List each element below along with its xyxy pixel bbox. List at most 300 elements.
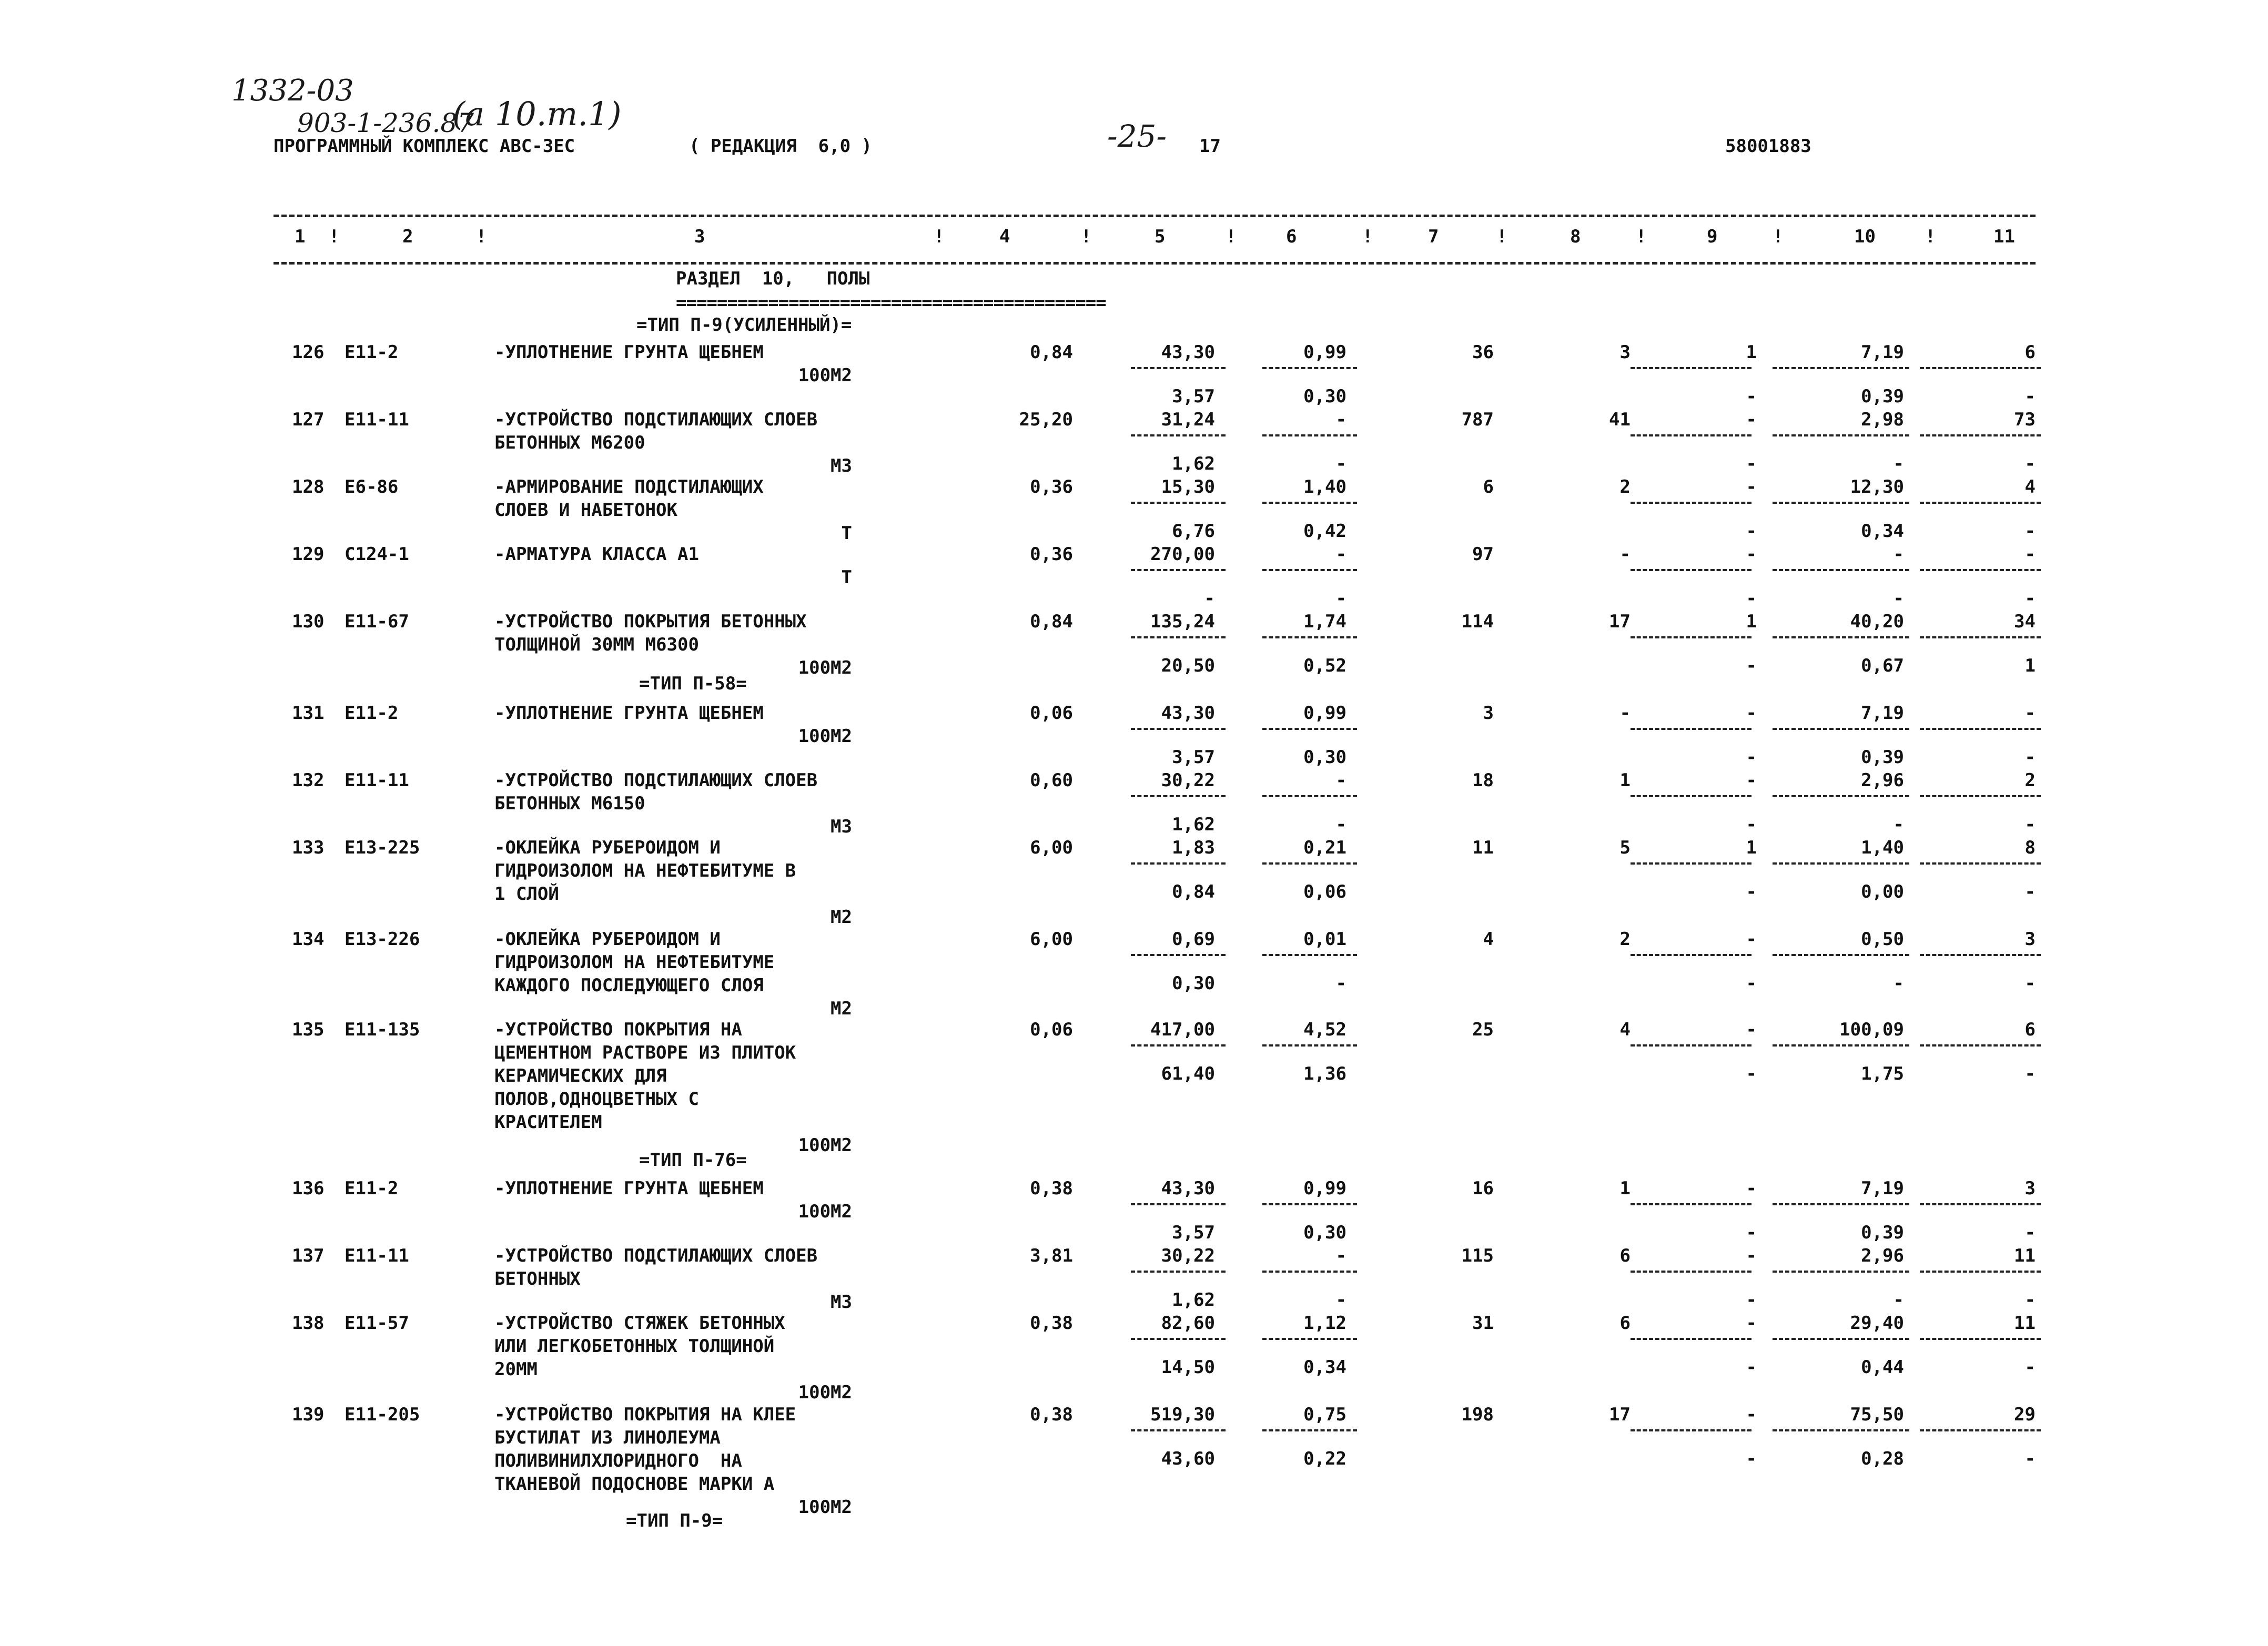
column-separator: ! [1496, 226, 1507, 247]
col7-total: 198 [1461, 1404, 1494, 1425]
col6-wages: 0,75 [1303, 1404, 1346, 1425]
col9-value: - [1746, 703, 1757, 724]
col10-labor: - [1893, 544, 1904, 565]
unit-of-measure: 100М2 [798, 657, 852, 678]
price-code: Е11-2 [345, 342, 399, 363]
cell-divider [1631, 1044, 1751, 1046]
col5-machine-cost: 1,62 [1172, 453, 1215, 474]
col11-lower-total: - [2024, 1448, 2036, 1469]
cell-divider [1262, 1271, 1357, 1273]
col6-machinist-wages: 0,30 [1303, 1222, 1346, 1243]
col9-lower-value: - [1746, 386, 1757, 407]
col7-total: 25 [1472, 1019, 1494, 1040]
column-number: 4 [999, 226, 1010, 247]
price-code: Е11-205 [345, 1404, 420, 1425]
col10-labor: 2,96 [1861, 1245, 1904, 1266]
col11-lower-total: - [2024, 747, 2036, 768]
col8-wages-total: 4 [1619, 1019, 1631, 1040]
col5-unit-cost: 43,30 [1161, 1178, 1215, 1199]
type-label-p76: =ТИП П-76= [639, 1150, 747, 1171]
col6-machinist-wages: 0,52 [1303, 655, 1346, 676]
col10-lower-labor: 0,67 [1861, 655, 1904, 676]
cell-divider [1262, 434, 1357, 436]
cell-divider [1131, 1338, 1226, 1340]
type-label-p9: =ТИП П-9= [626, 1510, 723, 1531]
col10-labor: 0,50 [1861, 929, 1904, 950]
cell-divider [1920, 569, 2041, 571]
row-number: 129 [292, 544, 325, 565]
price-code: Е11-11 [345, 1245, 409, 1266]
col5-machine-cost: 43,60 [1161, 1448, 1215, 1469]
work-description: -ОКЛЕЙКА РУБЕРОИДОМ И [494, 929, 721, 950]
column-number: 1 [295, 226, 306, 247]
col8-wages-total: 6 [1619, 1313, 1631, 1334]
column-separator: ! [1226, 226, 1237, 247]
col5-unit-cost: 82,60 [1161, 1313, 1215, 1334]
col11-labor-total: 11 [2014, 1313, 2036, 1334]
col4-quantity: 0,06 [1030, 703, 1073, 724]
cell-divider [1920, 862, 2041, 865]
col9-value: 1 [1746, 342, 1757, 363]
col10-lower-labor: 1,75 [1861, 1063, 1904, 1084]
work-description: БЕТОННЫХ М6150 [494, 793, 645, 814]
row-number: 131 [292, 703, 325, 724]
cell-divider [1773, 728, 1909, 730]
unit-of-measure: 100М2 [798, 1135, 852, 1156]
col5-unit-cost: 31,24 [1161, 409, 1215, 430]
col5-machine-cost: 0,30 [1172, 973, 1215, 994]
col5-unit-cost: 43,30 [1161, 703, 1215, 724]
col10-lower-labor: 0,28 [1861, 1448, 1904, 1469]
cell-divider [1262, 367, 1357, 369]
col8-wages-total: 6 [1619, 1245, 1631, 1266]
cell-divider [1920, 1203, 2041, 1205]
col6-wages: - [1335, 1245, 1346, 1266]
unit-of-measure: М2 [831, 998, 852, 1019]
col6-machinist-wages: - [1335, 453, 1346, 474]
col11-lower-total: - [2024, 973, 2036, 994]
cell-divider [1920, 367, 2041, 369]
col9-value: - [1746, 544, 1757, 565]
cell-divider [1920, 954, 2041, 956]
cell-divider [1631, 862, 1751, 865]
col4-quantity: 25,20 [1019, 409, 1073, 430]
col11-labor-total: 6 [2024, 1019, 2036, 1040]
work-description: -АРМИРОВАНИЕ ПОДСТИЛАЮЩИХ [494, 476, 764, 497]
col4-quantity: 0,36 [1030, 476, 1073, 497]
col5-machine-cost: 1,62 [1172, 1289, 1215, 1310]
col9-lower-value: - [1746, 1357, 1757, 1378]
column-number: 2 [402, 226, 413, 247]
col9-lower-value: - [1746, 973, 1757, 994]
column-number: 5 [1155, 226, 1166, 247]
work-description: КЕРАМИЧЕСКИХ ДЛЯ [494, 1065, 667, 1086]
col6-machinist-wages: 0,34 [1303, 1357, 1346, 1378]
column-separator: ! [476, 226, 487, 247]
col9-lower-value: - [1746, 814, 1757, 835]
col4-quantity: 0,84 [1030, 342, 1073, 363]
col11-lower-total: - [2024, 1357, 2036, 1378]
section-title: РАЗДЕЛ 10, ПОЛЫ [676, 268, 870, 289]
cell-divider [1131, 728, 1226, 730]
col6-wages: - [1335, 544, 1346, 565]
price-code: Е13-226 [345, 929, 420, 950]
price-code: Е11-2 [345, 703, 399, 724]
col11-lower-total: - [2024, 521, 2036, 542]
price-code: Е6-86 [345, 476, 399, 497]
col6-wages: 0,99 [1303, 703, 1346, 724]
cell-divider [1631, 569, 1751, 571]
unit-of-measure: 100М2 [798, 1382, 852, 1403]
col5-unit-cost: 519,30 [1150, 1404, 1215, 1425]
col9-lower-value: - [1746, 747, 1757, 768]
col7-total: 31 [1472, 1313, 1494, 1334]
col5-unit-cost: 0,69 [1172, 929, 1215, 950]
cell-divider [1131, 1044, 1226, 1046]
column-separator: ! [329, 226, 340, 247]
col10-lower-labor: 0,39 [1861, 747, 1904, 768]
col9-value: - [1746, 1404, 1757, 1425]
column-number: 10 [1854, 226, 1876, 247]
col6-machinist-wages: - [1335, 588, 1346, 609]
col9-value: - [1746, 1178, 1757, 1199]
cell-divider [1631, 636, 1751, 638]
work-description: БЕТОННЫХ М6200 [494, 432, 645, 453]
price-code: С124-1 [345, 544, 409, 565]
work-description: КАЖДОГО ПОСЛЕДУЮЩЕГО СЛОЯ [494, 975, 764, 996]
cell-divider [1131, 1429, 1226, 1431]
cell-divider [1131, 1203, 1226, 1205]
col11-labor-total: 34 [2014, 611, 2036, 632]
cell-divider [1131, 569, 1226, 571]
col11-labor-total: - [2024, 703, 2036, 724]
work-description: -УСТРОЙСТВО СТЯЖЕК БЕТОННЫХ [494, 1313, 785, 1334]
col7-total: 115 [1461, 1245, 1494, 1266]
col7-total: 97 [1472, 544, 1494, 565]
col5-machine-cost: 6,76 [1172, 521, 1215, 542]
cell-divider [1631, 367, 1751, 369]
cell-divider [1920, 795, 2041, 797]
col11-labor-total: 4 [2024, 476, 2036, 497]
col10-labor: 29,40 [1850, 1313, 1904, 1334]
col10-labor: 7,19 [1861, 342, 1904, 363]
work-description: БУСТИЛАТ ИЗ ЛИНОЛЕУМА [494, 1427, 721, 1448]
col6-wages: 0,21 [1303, 837, 1346, 858]
col5-unit-cost: 30,22 [1161, 1245, 1215, 1266]
col11-lower-total: 1 [2024, 655, 2036, 676]
column-separator: ! [1081, 226, 1092, 247]
col11-lower-total: - [2024, 1289, 2036, 1310]
row-number: 126 [292, 342, 325, 363]
col6-wages: 1,40 [1303, 476, 1346, 497]
col6-wages: - [1335, 770, 1346, 791]
col8-wages-total: 1 [1619, 770, 1631, 791]
cell-divider [1631, 1203, 1751, 1205]
cell-divider [1131, 502, 1226, 504]
work-description: 20ММ [494, 1359, 538, 1380]
unit-of-measure: М3 [831, 816, 852, 837]
work-description: -УСТРОЙСТВО ПОКРЫТИЯ НА [494, 1019, 742, 1040]
col6-machinist-wages: 0,22 [1303, 1448, 1346, 1469]
col9-lower-value: - [1746, 655, 1757, 676]
row-number: 136 [292, 1178, 325, 1199]
row-number: 132 [292, 770, 325, 791]
work-description: ПОЛИВИНИЛХЛОРИДНОГО НА [494, 1450, 742, 1471]
col9-lower-value: - [1746, 881, 1757, 902]
price-code: Е13-225 [345, 837, 420, 858]
column-number: 3 [694, 226, 705, 247]
cell-divider [1773, 1271, 1909, 1273]
work-description: ГИДРОИЗОЛОМ НА НЕФТЕБИТУМЕ [494, 952, 775, 973]
type-label-p9-reinforced: =ТИП П-9(УСИЛЕННЫЙ)= [636, 314, 852, 336]
col11-labor-total: 2 [2024, 770, 2036, 791]
unit-of-measure: 100М2 [798, 726, 852, 747]
cell-divider [1131, 367, 1226, 369]
col6-wages: 1,74 [1303, 611, 1346, 632]
col11-labor-total: 3 [2024, 1178, 2036, 1199]
cell-divider [1773, 862, 1909, 865]
unit-of-measure: Т [841, 523, 852, 544]
col10-labor: 75,50 [1850, 1404, 1904, 1425]
cell-divider [1262, 636, 1357, 638]
cell-divider [1773, 434, 1909, 436]
col10-labor: 7,19 [1861, 703, 1904, 724]
cell-divider [1920, 1338, 2041, 1340]
col9-value: - [1746, 1245, 1757, 1266]
col5-unit-cost: 417,00 [1150, 1019, 1215, 1040]
column-number: 11 [1993, 226, 2015, 247]
unit-of-measure: 100М2 [798, 1201, 852, 1222]
col11-labor-total: 11 [2014, 1245, 2036, 1266]
price-code: Е11-135 [345, 1019, 420, 1040]
col8-wages-total: 41 [1609, 409, 1631, 430]
col6-machinist-wages: 0,06 [1303, 881, 1346, 902]
cell-divider [1773, 502, 1909, 504]
cell-divider [1631, 728, 1751, 730]
col11-lower-total: - [2024, 814, 2036, 835]
cell-divider [1773, 954, 1909, 956]
column-separator: ! [934, 226, 945, 247]
col9-value: - [1746, 409, 1757, 430]
price-code: Е11-11 [345, 409, 409, 430]
col5-machine-cost: 20,50 [1161, 655, 1215, 676]
col4-quantity: 0,60 [1030, 770, 1073, 791]
cell-divider [1773, 1203, 1909, 1205]
cell-divider [1262, 1429, 1357, 1431]
cell-divider [1920, 1429, 2041, 1431]
col11-labor-total: 3 [2024, 929, 2036, 950]
col10-labor: 7,19 [1861, 1178, 1904, 1199]
column-separator: ! [1636, 226, 1647, 247]
col10-lower-labor: 0,39 [1861, 1222, 1904, 1243]
col11-lower-total: - [2024, 1063, 2036, 1084]
col9-value: - [1746, 1019, 1757, 1040]
handwritten-page-mark: -25- [1107, 118, 1167, 154]
col6-machinist-wages: 0,30 [1303, 386, 1346, 407]
work-description: ЦЕМЕНТНОМ РАСТВОРЕ ИЗ ПЛИТОК [494, 1042, 796, 1063]
col5-machine-cost: 3,57 [1172, 1222, 1215, 1243]
cell-divider [1920, 1271, 2041, 1273]
handwritten-album-note: (а 10.т.1) [452, 95, 622, 133]
cell-divider [1773, 1429, 1909, 1431]
col10-labor: 1,40 [1861, 837, 1904, 858]
work-description: -АРМАТУРА КЛАССА А1 [494, 544, 699, 565]
col5-unit-cost: 30,22 [1161, 770, 1215, 791]
cell-divider [1631, 1429, 1751, 1431]
col5-unit-cost: 135,24 [1150, 611, 1215, 632]
col9-value: - [1746, 1313, 1757, 1334]
col5-unit-cost: 43,30 [1161, 342, 1215, 363]
work-description: -УСТРОЙСТВО ПОКРЫТИЯ БЕТОННЫХ [494, 611, 807, 632]
col8-wages-total: 17 [1609, 1404, 1631, 1425]
cell-divider [1262, 728, 1357, 730]
col5-unit-cost: 15,30 [1161, 476, 1215, 497]
cell-divider [1920, 434, 2041, 436]
section-underline: ========================================== [676, 292, 1106, 313]
work-description: ТОЛЩИНОЙ 30ММ М6300 [494, 634, 699, 655]
col4-quantity: 6,00 [1030, 837, 1073, 858]
work-description: ПОЛОВ,ОДНОЦВЕТНЫХ С [494, 1089, 699, 1110]
col10-lower-labor: - [1893, 973, 1904, 994]
col10-labor: 40,20 [1850, 611, 1904, 632]
row-number: 137 [292, 1245, 325, 1266]
header-bottom-rule [274, 262, 2036, 265]
col9-lower-value: - [1746, 1448, 1757, 1469]
column-number: 6 [1286, 226, 1297, 247]
work-description: -ОКЛЕЙКА РУБЕРОИДОМ И [494, 837, 721, 858]
work-description: БЕТОННЫХ [494, 1268, 581, 1289]
col9-lower-value: - [1746, 1289, 1757, 1310]
unit-of-measure: Т [841, 567, 852, 588]
cell-divider [1920, 728, 2041, 730]
col10-labor: 100,09 [1839, 1019, 1904, 1040]
row-number: 138 [292, 1313, 325, 1334]
col7-total: 16 [1472, 1178, 1494, 1199]
col8-wages-total: 2 [1619, 476, 1631, 497]
col9-value: - [1746, 770, 1757, 791]
col5-unit-cost: 1,83 [1172, 837, 1215, 858]
cell-divider [1773, 1338, 1909, 1340]
cell-divider [1773, 367, 1909, 369]
col8-wages-total: 2 [1619, 929, 1631, 950]
edition-label: ( РЕДАКЦИЯ 6,0 ) [689, 136, 872, 157]
col4-quantity: 0,38 [1030, 1404, 1073, 1425]
col4-quantity: 6,00 [1030, 929, 1073, 950]
col11-labor-total: 8 [2024, 837, 2036, 858]
col6-wages: 4,52 [1303, 1019, 1346, 1040]
work-description: ГИДРОИЗОЛОМ НА НЕФТЕБИТУМЕ В [494, 860, 796, 881]
col9-lower-value: - [1746, 453, 1757, 474]
col4-quantity: 3,81 [1030, 1245, 1073, 1266]
handwritten-project-number: 903-1-236.87 [297, 108, 474, 138]
work-description: СЛОЕВ И НАБЕТОНОК [494, 500, 677, 521]
work-description: -УПЛОТНЕНИЕ ГРУНТА ЩЕБНЕМ [494, 1178, 764, 1199]
cell-divider [1631, 434, 1751, 436]
row-number: 128 [292, 476, 325, 497]
col9-value: - [1746, 929, 1757, 950]
col6-machinist-wages: - [1335, 1289, 1346, 1310]
col10-lower-labor: - [1893, 814, 1904, 835]
price-code: Е11-57 [345, 1313, 409, 1334]
col5-machine-cost: 3,57 [1172, 386, 1215, 407]
col4-quantity: 0,38 [1030, 1313, 1073, 1334]
unit-of-measure: М3 [831, 1292, 852, 1313]
col6-machinist-wages: - [1335, 814, 1346, 835]
column-separator: ! [1773, 226, 1784, 247]
col8-wages-total: 1 [1619, 1178, 1631, 1199]
cell-divider [1631, 502, 1751, 504]
handwritten-archive-number: 1332-03 [231, 74, 354, 108]
col11-lower-total: - [2024, 588, 2036, 609]
col10-labor: 2,96 [1861, 770, 1904, 791]
cell-divider [1131, 795, 1226, 797]
col11-lower-total: - [2024, 453, 2036, 474]
col9-value: 1 [1746, 611, 1757, 632]
col7-total: 18 [1472, 770, 1494, 791]
col10-lower-labor: 0,39 [1861, 386, 1904, 407]
cell-divider [1262, 954, 1357, 956]
cell-divider [1920, 1044, 2041, 1046]
column-number: 9 [1707, 226, 1718, 247]
col5-machine-cost: 1,62 [1172, 814, 1215, 835]
price-code: Е11-2 [345, 1178, 399, 1199]
column-separator: ! [1362, 226, 1373, 247]
col7-total: 36 [1472, 342, 1494, 363]
col7-total: 114 [1461, 611, 1494, 632]
row-number: 130 [292, 611, 325, 632]
work-description: 1 СЛОЙ [494, 883, 559, 905]
col4-quantity: 0,36 [1030, 544, 1073, 565]
row-number: 127 [292, 409, 325, 430]
col6-machinist-wages: 1,36 [1303, 1063, 1346, 1084]
col7-total: 787 [1461, 409, 1494, 430]
row-number: 134 [292, 929, 325, 950]
col5-unit-cost: 270,00 [1150, 544, 1215, 565]
col8-wages-total: 3 [1619, 342, 1631, 363]
cell-divider [1131, 434, 1226, 436]
type-label-p58: =ТИП П-58= [639, 673, 747, 694]
cell-divider [1131, 636, 1226, 638]
cell-divider [1262, 795, 1357, 797]
work-description: ИЛИ ЛЕГКОБЕТОННЫХ ТОЛЩИНОЙ [494, 1336, 775, 1357]
program-title: ПРОГРАММНЫЙ КОМПЛЕКС АВС-ЗЕС [274, 136, 575, 157]
row-number: 139 [292, 1404, 325, 1425]
col7-total: 4 [1483, 929, 1494, 950]
column-separator: ! [1925, 226, 1936, 247]
unit-of-measure: М2 [831, 907, 852, 928]
unit-of-measure: 100М2 [798, 1497, 852, 1518]
cell-divider [1773, 795, 1909, 797]
col6-machinist-wages: - [1335, 973, 1346, 994]
cell-divider [1262, 1203, 1357, 1205]
document-code: 58001883 [1725, 136, 1811, 157]
cell-divider [1773, 569, 1909, 571]
col5-machine-cost: 14,50 [1161, 1357, 1215, 1378]
cell-divider [1773, 636, 1909, 638]
cell-divider [1631, 1271, 1751, 1273]
cell-divider [1262, 1338, 1357, 1340]
col6-wages: 0,99 [1303, 1178, 1346, 1199]
col11-lower-total: - [2024, 1222, 2036, 1243]
row-number: 135 [292, 1019, 325, 1040]
col9-lower-value: - [1746, 1063, 1757, 1084]
work-description: КРАСИТЕЛЕМ [494, 1112, 602, 1133]
row-number: 133 [292, 837, 325, 858]
cell-divider [1773, 1044, 1909, 1046]
header-top-rule [274, 215, 2036, 217]
cell-divider [1131, 1271, 1226, 1273]
col10-labor: 12,30 [1850, 476, 1904, 497]
